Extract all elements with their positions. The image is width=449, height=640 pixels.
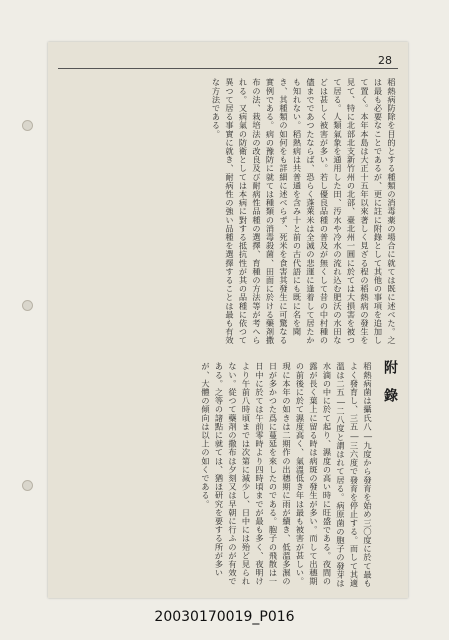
page-number: 28	[378, 54, 392, 67]
binding-hole	[22, 120, 33, 131]
binding-hole	[22, 300, 33, 311]
binding-hole	[22, 480, 33, 491]
header-rule	[58, 68, 398, 69]
lower-body-text: 稻熱病菌は攝氏八―九度から發育を始め三〇度に於て最もよく發育し、三五―三六度で發育を停止する。而して其適溫は二五―二八度と謂はれて居る。病原菌の胞子の發芽は水滴の中に於て起り、濕度の高い時に旺盛である。夜間の露が長く葉上に留る時は病斑の發生が多い。而して出穗期の前後に於て濕度高く、氣溫低き年は最も被害が甚しい。現に本年の如きは二期作の出穗期に雨が續き、低溫多濕の日が多かつた爲に蔓延を來したのである。胞子の飛散は一日中に於ては午前零時より四時頃までが最も多く、夜明けより午前八時頃までは次第に減少し、日中には殆ど見られない。從つて藥剤の撒布は夕刻又は早朝に行ふのが有效である。之等の諸點に就ては、猶ほ研究を要する所が多いが、大體の傾向は以上の如くである。	[201, 362, 373, 588]
appendix-heading: 附錄	[382, 360, 398, 416]
archive-caption: 20030170019_P016	[154, 609, 295, 625]
document-page	[48, 42, 408, 598]
upper-body-text: 稻熱病防除を目的とする種類の消毒薬の場合に就ては既に述べた。之は最も必要なことであるが、更に註に附錄として其他の事項を追加して置く。本年本島は大正十五年以來著しく見ざる程の稻熱病の發生を見て、特に北部北支新竹州の北部、臺北州一圓に於ては大損害を被つて居る。人類氣象を通用した田、汚水や冷水の流れ込む肥沃の水田などは甚しく被害が多い。若し優良品種の普及が無くして昔の中村種の儘までであつたならば、恐らく蓬萊米は全滅の悲運に逢着して居たかも知れない。稻熱病は共普通を含み十と前の古代語にも既に名を聞き、其種類の如何をも詳細に述べらず、死米を食害其發生に可驚なる實例である。病の豫防に就ては種類の消毒殺菌、田面に於ける藥剤撒布の法、栽培法の改良及び耐病性品種の選擇、育種の方法等が考へられる。又病氣の防衛としては本病に對する抵抗性が其の品種に依つて異つて居る事實に就き、耐病性の強い品種を選擇することは最も有效な方法である。	[211, 78, 397, 345]
